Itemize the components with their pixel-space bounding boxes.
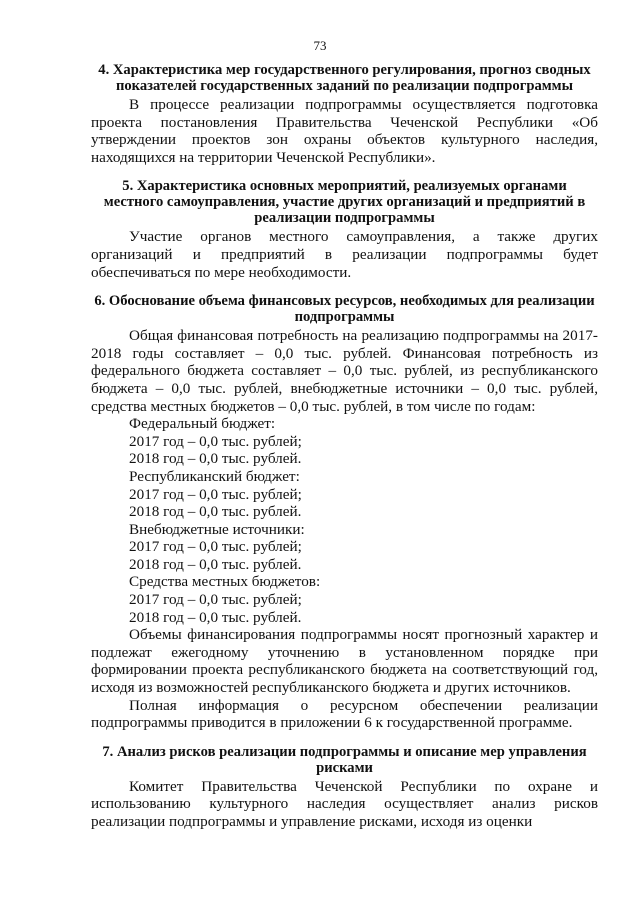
section-heading: 5. Характеристика основных мероприятий, реализуемых органами местного самоуправления, участие других организаций и предприятий в реализации подпрограммы bbox=[103, 178, 586, 227]
list-item: Внебюджетные источники: bbox=[129, 520, 305, 538]
page-number: 73 bbox=[313, 38, 327, 53]
list-item: 2017 год – 0,0 тыс. рублей; bbox=[129, 485, 302, 503]
paragraph: Общая финансовая потребность на реализацию подпрограммы на 2017-2018 годы составляет – 0,0 тыс. рублей. Финансовая потребность из федерального бюджета составляет – 0,0 тыс. рублей, из республиканского бюджета – 0,0 тыс. рублей, внебюджетные источники – 0,0 тыс. рублей, средства местных бюджетов – 0,0 тыс. рублей, в том числе по годам: bbox=[91, 327, 598, 415]
page-content bbox=[91, 62, 598, 831]
section-7 bbox=[91, 744, 598, 831]
section-heading: 4. Характеристика мер государственного регулирования, прогноз сводных показателей государственных заданий по реализации подпрограммы bbox=[98, 62, 591, 94]
paragraph: Полная информация о ресурсном обеспечении реализации подпрограммы приводится в приложении 6 к государственной программе. bbox=[91, 696, 598, 732]
list-item: Республиканский бюджет: bbox=[129, 467, 300, 485]
list-item: 2017 год – 0,0 тыс. рублей; bbox=[129, 591, 302, 609]
section-6 bbox=[91, 293, 598, 732]
section-4 bbox=[91, 62, 598, 166]
paragraph: Объемы финансирования подпрограммы носят прогнозный характер и подлежат ежегодному уточнению в установленном порядке при формировании проекта республиканского бюджета на соответствующий год, исходя из возможностей республиканского бюджета и других источников. bbox=[91, 626, 598, 697]
list-item: 2018 год – 0,0 тыс. рублей. bbox=[129, 503, 302, 521]
list-item: 2018 год – 0,0 тыс. рублей. bbox=[129, 608, 302, 626]
section-5 bbox=[91, 178, 598, 281]
paragraph: В процессе реализации подпрограммы осуществляется подготовка проекта постановления Правительства Чеченской Республики «Об утверждении проектов зон охраны объектов культурного наследия, находящихся на территории Чеченской Республики». bbox=[91, 96, 598, 166]
list-item: 2018 год – 0,0 тыс. рублей. bbox=[129, 450, 302, 468]
paragraph: Комитет Правительства Чеченской Республики по охране и использованию культурного наследия осуществляет анализ рисков реализации подпрограммы и управление рисками, исходя из оценки bbox=[91, 777, 598, 830]
section-heading: 7. Анализ рисков реализации подпрограммы и описание мер управления рисками bbox=[102, 743, 587, 776]
section-heading: 6. Обоснование объема финансовых ресурсов, необходимых для реализации подпрограммы bbox=[94, 293, 595, 326]
list-item: 2017 год – 0,0 тыс. рублей; bbox=[129, 432, 302, 450]
list-item: 2017 год – 0,0 тыс. рублей; bbox=[129, 538, 302, 556]
list-item: Средства местных бюджетов: bbox=[129, 573, 321, 591]
list-item: 2018 год – 0,0 тыс. рублей. bbox=[129, 555, 302, 573]
paragraph: Участие органов местного самоуправления, а также других организаций и предприятий в реализации подпрограммы будет обеспечиваться по мере необходимости. bbox=[91, 228, 598, 281]
budget-breakdown-list bbox=[91, 415, 598, 626]
list-item: Федеральный бюджет: bbox=[129, 415, 276, 433]
